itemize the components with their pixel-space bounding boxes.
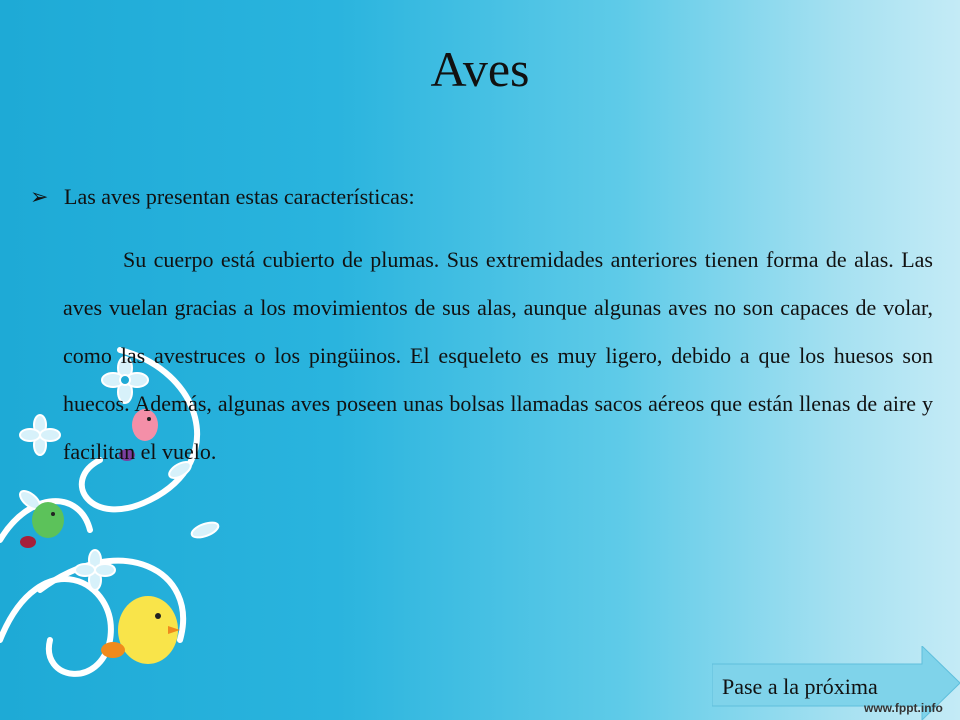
next-slide-label: Pase a la próxima (722, 674, 878, 699)
bullet-item (30, 184, 910, 210)
slide-title: Aves (430, 41, 530, 97)
body-paragraph: Su cuerpo está cubierto de plumas. Sus extremidades anteriores tienen forma de alas. Las aves vuelan gracias a los movimientos de sus alas, aunque algunas aves no son capaces de volar, como las avestruces o los pingüinos. El esqueleto es muy ligero, debido a que los huesos son huecos. Además, algunas aves poseen unas bolsas llamadas sacos aéreos que están llenas de aire y facilitan el vuelo. (63, 247, 933, 464)
arrowhead-bullet-icon: ➢ (30, 184, 49, 209)
footer-brand: www.fppt.info (864, 701, 943, 715)
bullet-text: Las aves presentan estas características: (64, 184, 415, 209)
